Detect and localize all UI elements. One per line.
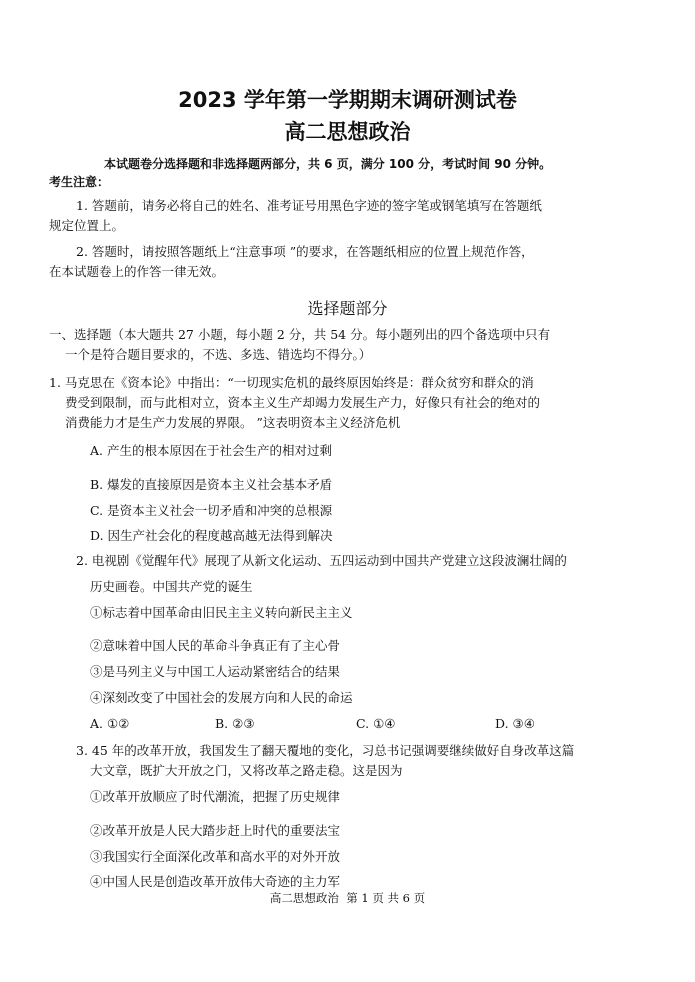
footer-page-prefix: 第 [346, 891, 358, 905]
question-2-choice-d: D. ③④ [495, 716, 535, 731]
question-2-choice-b: B. ②③ [215, 716, 255, 731]
question-3-line-2: 大文章，既扩大开放之门，又将改革之路走稳。这是因为 [90, 763, 403, 778]
question-3-item-3: ③我国实行全面深化改革和高水平的对外开放 [90, 849, 341, 864]
question-1-line-3: 消费能力才是生产力发展的界限。 ”这表明资本主义经济危机 [65, 415, 401, 430]
footer-page-mid: 页 共 [372, 891, 399, 905]
question-3-item-4: ④中国人民是创造改革开放伟大奇迹的主力军 [90, 874, 341, 889]
question-1-line-2: 费受到限制，而与此相对立，资本主义生产却竭力发展生产力，好像只有社会的绝对的 [65, 395, 541, 410]
footer-subject: 高二思想政治 [269, 891, 339, 905]
footer-page-total: 6 [402, 891, 410, 905]
question-1-option-b: B. 爆发的直接原因是资本主义社会基本矛盾 [90, 477, 333, 492]
question-2-choice-c: C. ①④ [356, 716, 396, 731]
notice-label: 考生注意： [49, 175, 110, 189]
question-1-line-1: 1. 马克思在《资本论》中指出：“一切现实危机的最终原因始终是：群众贫穷和群众的消 [49, 375, 534, 390]
question-2-item-1: ①标志着中国革命由旧民主主义转向新民主主义 [90, 605, 353, 620]
exam-summary: 本试题卷分选择题和非选择题两部分，共 6 页，满分 100 分，考试时间 90 分钟。 [104, 157, 552, 171]
note-2-line-1: 2. 答题时，请按照答题纸上“注意事项 ”的要求，在答题纸相应的位置上规范作答， [76, 244, 534, 259]
question-3-item-2: ②改革开放是人民大踏步赶上时代的重要法宝 [90, 823, 341, 838]
question-1-option-a: A. 产生的根本原因在于社会生产的相对过剩 [90, 443, 332, 458]
note-1-line-2: 规定位置上。 [49, 218, 125, 233]
question-1-option-c: C. 是资本主义社会一切矛盾和冲突的总根源 [90, 503, 333, 518]
footer-page-suffix: 页 [413, 891, 426, 905]
page-footer [0, 890, 695, 906]
note-1-line-1: 1. 答题前，请务必将自己的姓名、准考证号用黑色字迹的签字笔或钢笔填写在答题纸 [76, 198, 542, 213]
question-3-line-1: 3. 45 年的改革开放，我国发生了翻天覆地的变化，习总书记强调要继续做好自身改革这篇 [76, 743, 575, 758]
exam-title: 2023 学年第一学期期末调研测试卷 [178, 88, 517, 112]
section-title: 选择题部分 [307, 299, 388, 318]
question-2-line-2: 历史画卷。中国共产党的诞生 [90, 579, 253, 594]
question-2-choice-a: A. ①② [90, 716, 130, 731]
question-3-item-1: ①改革开放顺应了时代潮流，把握了历史规律 [90, 789, 341, 804]
question-1-option-d: D. 因生产社会化的程度越高越无法得到解决 [90, 528, 333, 543]
section-instruction-line-1: 一、选择题（本大题共 27 小题，每小题 2 分，共 54 分。每小题列出的四个备选项中只有 [49, 327, 551, 342]
question-2-line-1: 2. 电视剧《觉醒年代》展现了从新文化运动、五四运动到中国共产党建立这段波澜壮阔的 [76, 553, 567, 568]
section-instruction-line-2: 一个是符合题目要求的，不选、多选、错选均不得分。） [65, 347, 372, 362]
question-2-item-3: ③是马列主义与中国工人运动紧密结合的结果 [90, 664, 341, 679]
exam-subject-title: 高二思想政治 [284, 120, 411, 144]
question-2-item-4: ④深刻改变了中国社会的发展方向和人民的命运 [90, 690, 353, 705]
note-2-line-2: 在本试题卷上的作答一律无效。 [49, 264, 225, 279]
question-2-item-2: ②意味着中国人民的革命斗争真正有了主心骨 [90, 638, 341, 653]
footer-page-number: 1 [361, 891, 369, 905]
